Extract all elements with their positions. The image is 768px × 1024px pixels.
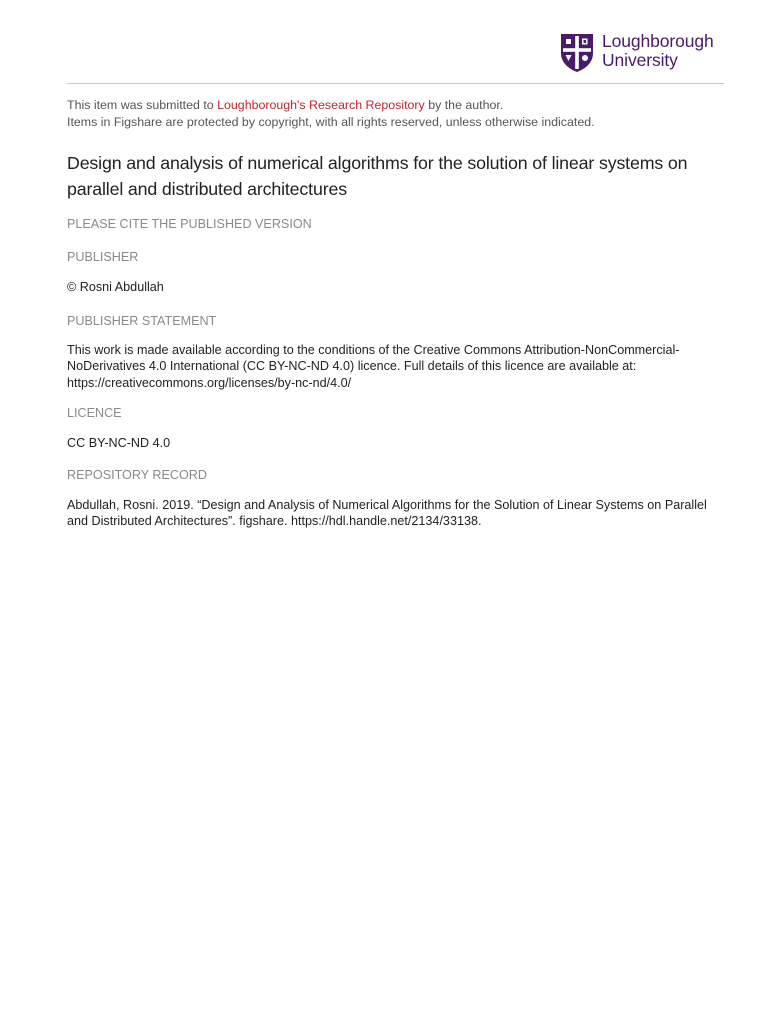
repository-link[interactable]: Loughborough's Research Repository: [217, 98, 425, 112]
notice-prefix: This item was submitted to: [67, 98, 218, 112]
logo-line-2: University: [602, 49, 678, 70]
header-divider: [67, 83, 724, 84]
cite-label: PLEASE CITE THE PUBLISHED VERSION: [67, 217, 312, 231]
content: [67, 97, 727, 530]
repository-record-label: REPOSITORY RECORD: [67, 467, 207, 482]
publisher-label: PUBLISHER: [67, 250, 139, 264]
licence-label: LICENCE: [67, 406, 122, 420]
publisher-statement-value: This work is made available according to the conditions of the Creative Commons Attribution-NonCommercial-NoDerivatives 4.0 International (CC BY-NC-ND 4.0) licence. Full details of this licence are available at: https://creativecommons.org/licenses/by-nc-nd/4.0/: [67, 342, 680, 390]
notice-suffix: by the author.: [424, 98, 504, 112]
publisher-statement-label: PUBLISHER STATEMENT: [67, 313, 217, 328]
university-logo[interactable]: [560, 33, 730, 75]
copyright-notice: Items in Figshare are protected by copyright, with all rights reserved, unless otherwise indicated.: [67, 114, 595, 129]
logo-line-1: Loughborough: [602, 31, 714, 51]
document-title: Design and analysis of numerical algorithms for the solution of linear systems on parallel and distributed architectures: [67, 153, 688, 199]
publisher-value: © Rosni Abdullah: [67, 280, 164, 294]
submission-notice: [67, 97, 727, 130]
licence-value: CC BY-NC-ND 4.0: [67, 436, 171, 450]
university-crest-icon: [560, 33, 594, 73]
repository-record-value: Abdullah, Rosni. 2019. “Design and Analysis of Numerical Algorithms for the Solution of Linear Systems on Parallel and Distributed Architectures”. figshare. https://hdl.handle.net/2134/33138.: [67, 497, 707, 528]
logo-wordmark: [602, 32, 714, 69]
